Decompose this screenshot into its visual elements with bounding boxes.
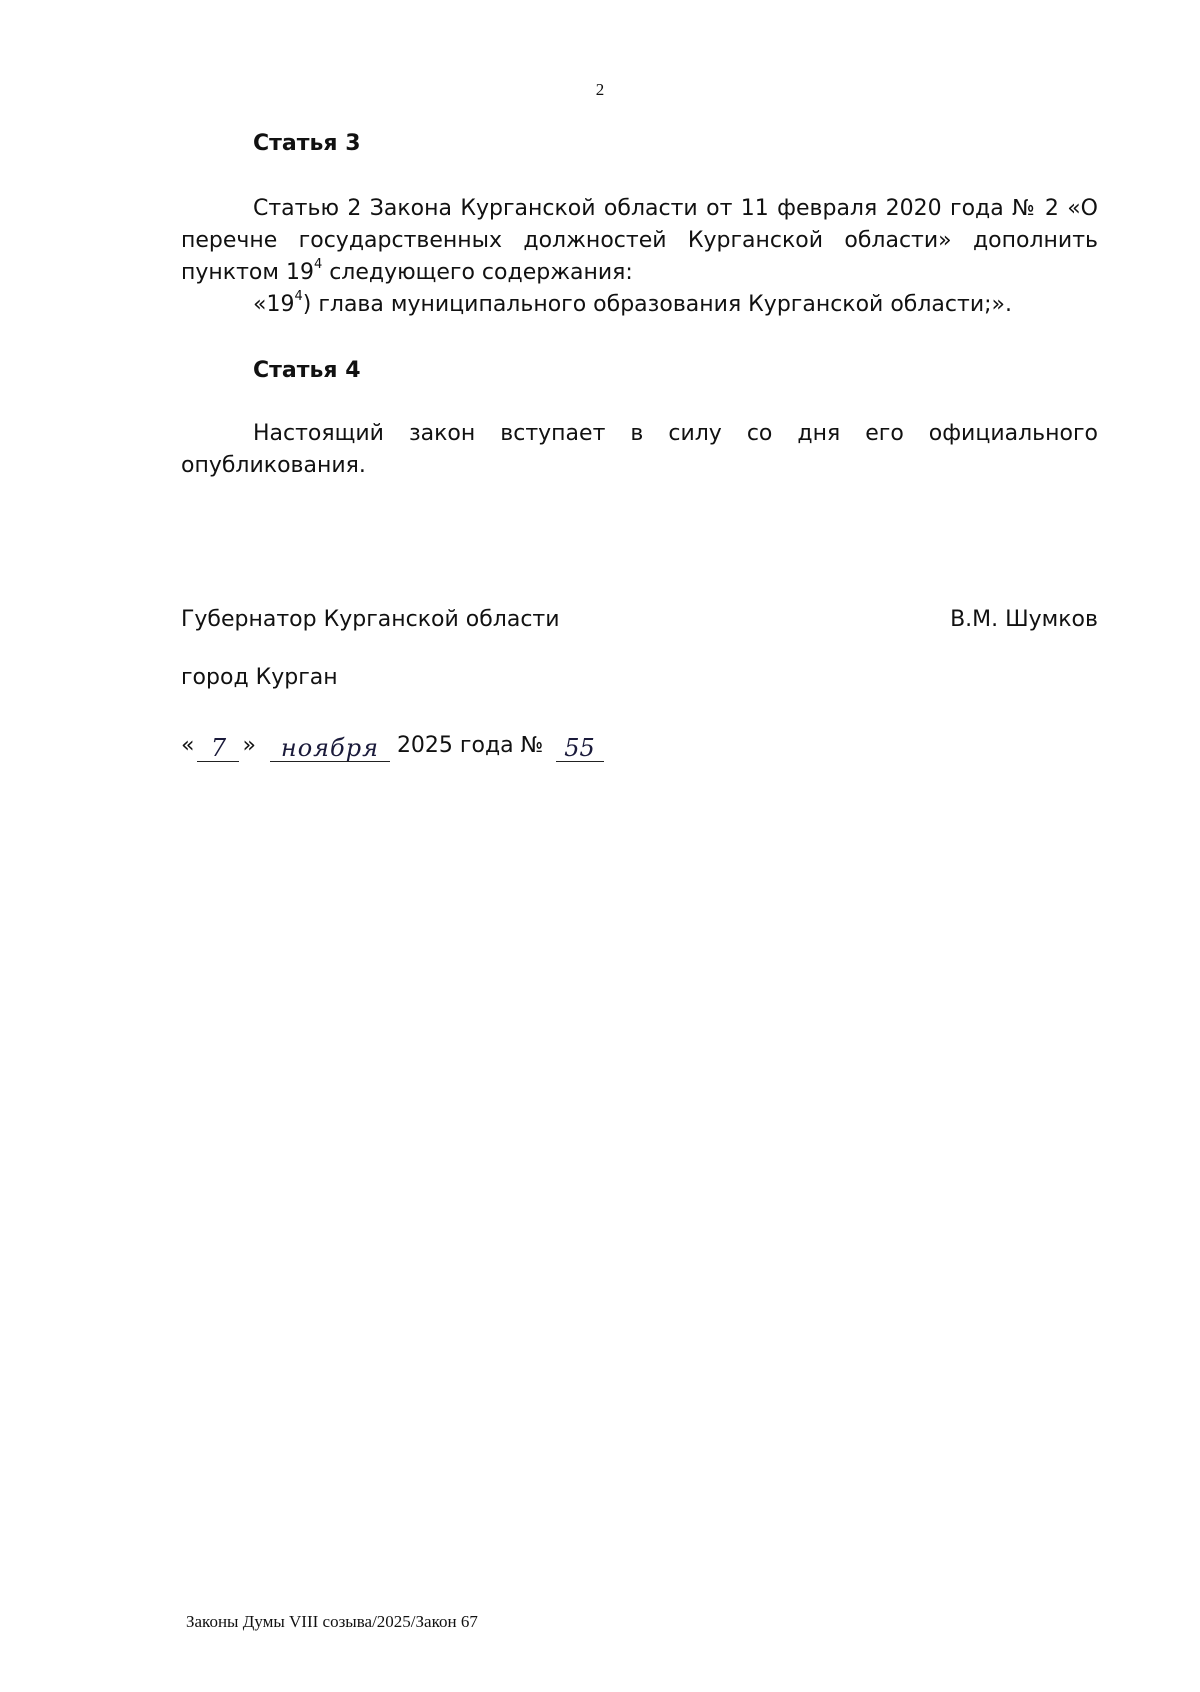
handwritten-day: 7 — [197, 735, 239, 762]
page-number: 2 — [595, 80, 605, 99]
signatory-name: В.М. Шумков — [950, 607, 1098, 632]
year-text: 2025 года № — [396, 733, 544, 758]
article-3-paragraph — [181, 193, 1098, 289]
article-4-body — [181, 418, 1098, 482]
article-3-superscript: 4 — [313, 257, 323, 272]
article-3-quote — [181, 289, 1098, 321]
signatory-title: Губернатор Курганской области — [181, 607, 560, 632]
close-quote: » — [242, 733, 256, 758]
date-line — [181, 718, 607, 762]
article-3-quote-end: ) глава муниципального образования Курганской области;». — [302, 292, 1012, 317]
article-3-text: Статью 2 Закона Курганской области от 11 февраля 2020 года № 2 «О перечне государственных должностей Курганской области» дополнить пунктом 19 — [181, 196, 1098, 285]
article-3-quote-superscript: 4 — [294, 289, 303, 304]
article-3-heading: Статья 3 — [253, 131, 361, 156]
article-4-text: Настоящий закон вступает в силу со дня его официального опубликования. — [181, 421, 1098, 478]
article-3-quote-start: «19 — [253, 292, 295, 317]
footer-reference: Законы Думы VIII созыва/2025/Закон 67 — [186, 1612, 478, 1631]
article-3-text-end: следующего содержания: — [322, 260, 633, 285]
open-quote: « — [181, 733, 195, 758]
handwritten-month: ноября — [270, 735, 390, 762]
article-3-body — [181, 193, 1098, 321]
article-4-heading: Статья 4 — [253, 358, 361, 383]
city: город Курган — [181, 665, 338, 690]
handwritten-number: 55 — [556, 735, 604, 762]
